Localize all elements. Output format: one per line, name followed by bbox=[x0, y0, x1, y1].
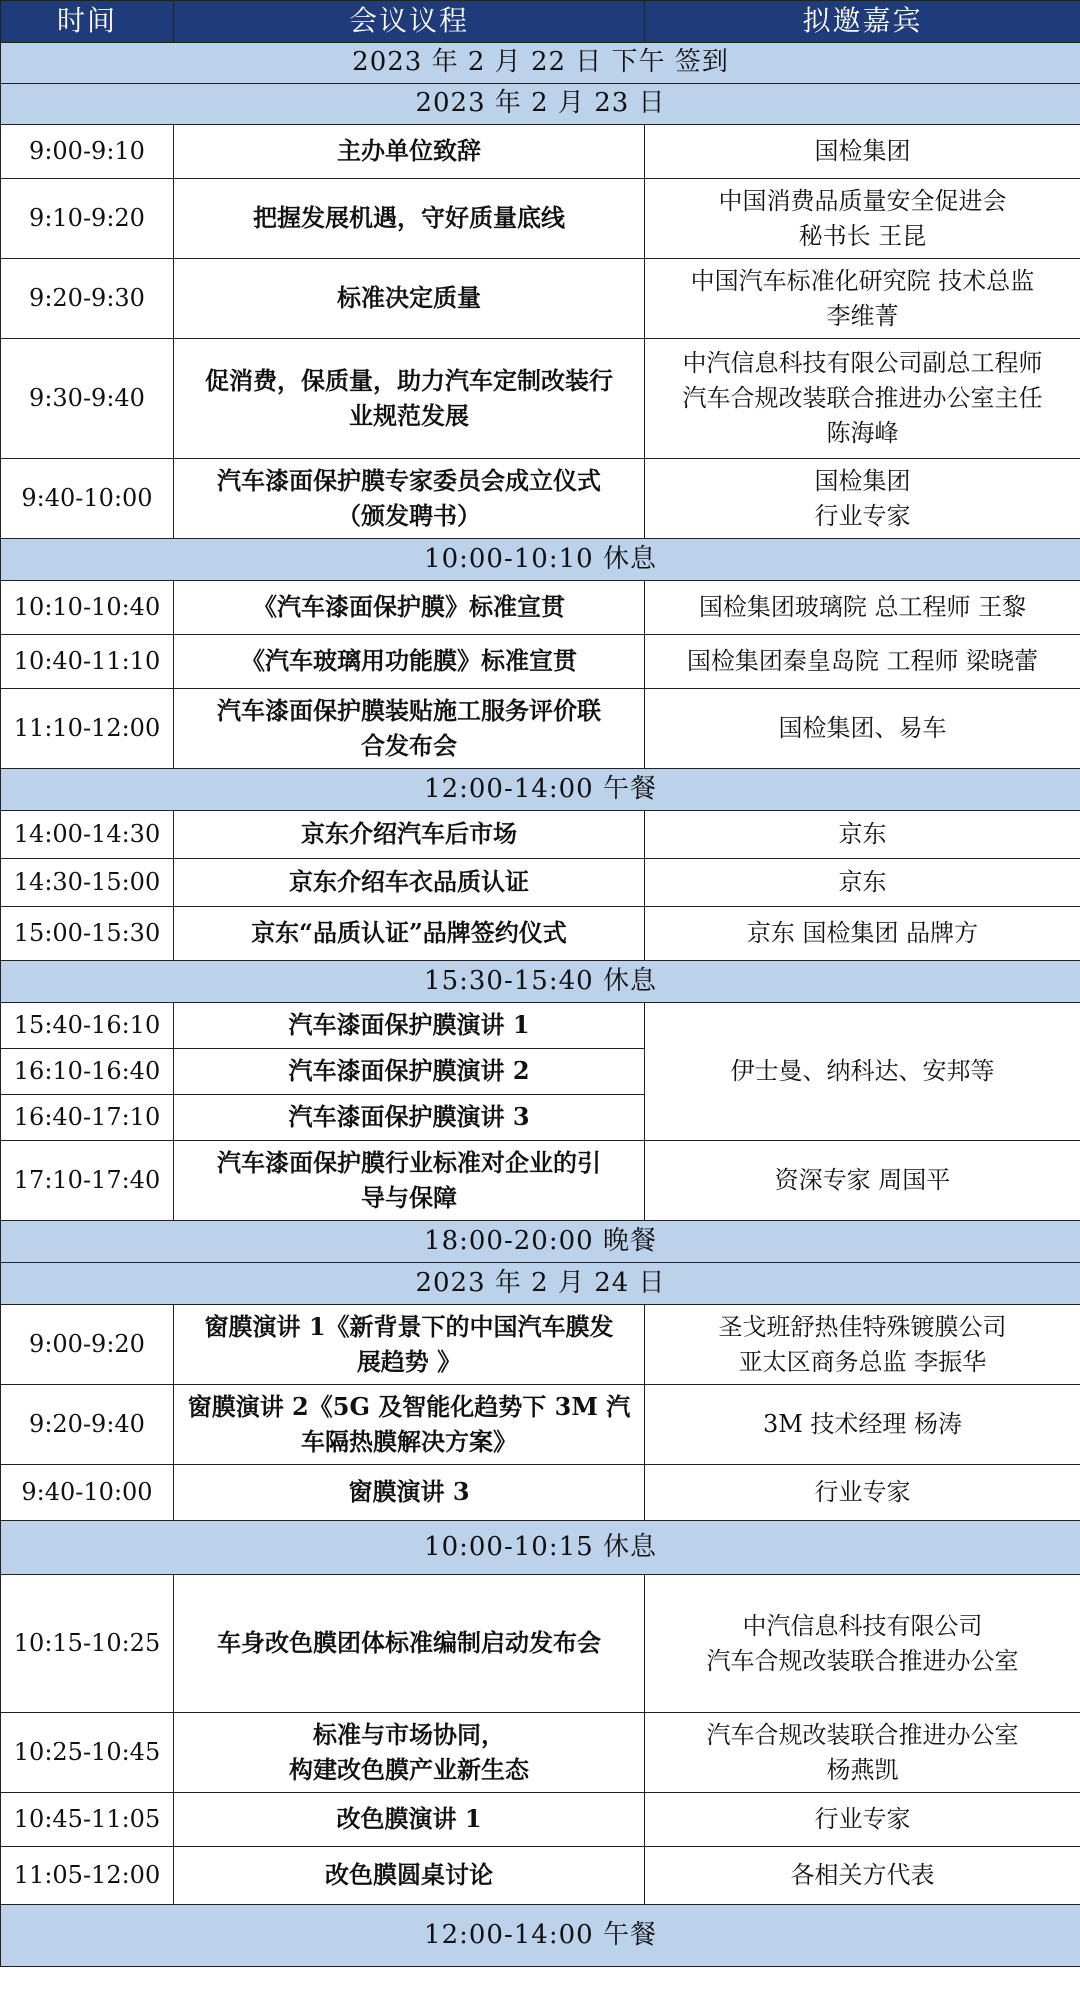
topic-line: 业规范发展 bbox=[349, 400, 469, 430]
topic-cell bbox=[174, 1305, 645, 1385]
agenda-row bbox=[1, 179, 1080, 259]
topic-line: 促消费，保质量，助力汽车定制改装行 bbox=[205, 365, 613, 395]
guests-cell bbox=[645, 859, 1080, 907]
topic-cell bbox=[174, 635, 645, 689]
topic-line: 标准与市场协同， bbox=[313, 1719, 505, 1749]
section-label: 2023 年 2 月 23 日 bbox=[1, 84, 1080, 125]
section-row bbox=[1, 43, 1080, 84]
time-cell: 9:40-10:00 bbox=[1, 1465, 174, 1521]
guests-cell bbox=[645, 635, 1080, 689]
topic-cell bbox=[174, 1141, 645, 1221]
time-cell: 16:10-16:40 bbox=[1, 1049, 174, 1095]
guests-cell bbox=[645, 1575, 1080, 1713]
agenda-row bbox=[1, 635, 1080, 689]
topic-line: 主办单位致辞 bbox=[337, 136, 481, 166]
agenda-row bbox=[1, 1713, 1080, 1793]
agenda-row bbox=[1, 259, 1080, 339]
guest-line: 国检集团玻璃院 总工程师 王黎 bbox=[698, 593, 1027, 622]
guest-line: 秘书长 王昆 bbox=[798, 221, 927, 250]
topic-line: 《汽车漆面保护膜》标准宣贯 bbox=[253, 592, 565, 622]
topic-cell bbox=[174, 1713, 645, 1793]
section-row bbox=[1, 1521, 1080, 1575]
section-label: 10:00-10:10 休息 bbox=[1, 539, 1080, 581]
section-label: 18:00-20:00 晚餐 bbox=[1, 1221, 1080, 1263]
topic-cell bbox=[174, 1847, 645, 1905]
guest-line: 汽车合规改装联合推进办公室主任 bbox=[682, 384, 1043, 413]
agenda-row bbox=[1, 907, 1080, 961]
topic-line: 京东“品质认证”品牌签约仪式 bbox=[251, 918, 567, 948]
section-row bbox=[1, 1263, 1080, 1305]
agenda-row bbox=[1, 1465, 1080, 1521]
time-cell: 15:40-16:10 bbox=[1, 1003, 174, 1049]
guests-cell bbox=[645, 581, 1080, 635]
time-cell: 10:45-11:05 bbox=[1, 1793, 174, 1847]
topic-cell bbox=[174, 125, 645, 179]
time-cell: 9:00-9:20 bbox=[1, 1305, 174, 1385]
guest-line: 京东 国检集团 品牌方 bbox=[746, 919, 979, 948]
guest-line: 中汽信息科技有限公司副总工程师 bbox=[682, 349, 1043, 378]
topic-line: 改色膜圆桌讨论 bbox=[325, 1860, 493, 1890]
topic-cell bbox=[174, 581, 645, 635]
section-label: 2023 年 2 月 24 日 bbox=[1, 1263, 1080, 1305]
guests-cell bbox=[645, 125, 1080, 179]
guest-line: 李维菁 bbox=[826, 301, 899, 330]
topic-line: 汽车漆面保护膜行业标准对企业的引 bbox=[217, 1147, 601, 1177]
guest-line: 国检集团 bbox=[814, 466, 911, 495]
time-cell: 9:40-10:00 bbox=[1, 459, 174, 539]
topic-cell bbox=[174, 811, 645, 859]
agenda-row bbox=[1, 859, 1080, 907]
section-label: 15:30-15:40 休息 bbox=[1, 961, 1080, 1003]
guest-line: 伊士曼、纳科达、安邦等 bbox=[730, 1057, 995, 1086]
guests-cell bbox=[645, 1713, 1080, 1793]
topic-cell bbox=[174, 907, 645, 961]
topic-line: 汽车漆面保护膜演讲 1 bbox=[288, 1010, 530, 1040]
topic-line: （颁发聘书） bbox=[337, 500, 481, 530]
topic-cell bbox=[174, 1793, 645, 1847]
topic-cell bbox=[174, 1465, 645, 1521]
guests-cell bbox=[645, 339, 1080, 459]
guests-cell bbox=[645, 1141, 1080, 1221]
guest-line: 国检集团 bbox=[814, 137, 911, 166]
time-cell: 14:00-14:30 bbox=[1, 811, 174, 859]
time-cell: 9:20-9:40 bbox=[1, 1385, 174, 1465]
section-label: 2023 年 2 月 22 日 下午 签到 bbox=[1, 43, 1080, 84]
time-cell: 10:25-10:45 bbox=[1, 1713, 174, 1793]
time-cell: 9:20-9:30 bbox=[1, 259, 174, 339]
guest-line: 行业专家 bbox=[814, 501, 911, 530]
topic-cell bbox=[174, 179, 645, 259]
time-cell: 10:15-10:25 bbox=[1, 1575, 174, 1713]
guests-cell bbox=[645, 1847, 1080, 1905]
section-row bbox=[1, 84, 1080, 125]
section-row bbox=[1, 769, 1080, 811]
guest-line: 各相关方代表 bbox=[790, 1861, 935, 1890]
topic-cell bbox=[174, 1003, 645, 1049]
topic-cell bbox=[174, 859, 645, 907]
guests-cell bbox=[645, 907, 1080, 961]
guest-line: 行业专家 bbox=[814, 1478, 911, 1507]
time-cell: 10:40-11:10 bbox=[1, 635, 174, 689]
topic-line: 京东介绍汽车后市场 bbox=[301, 819, 517, 849]
section-label: 10:00-10:15 休息 bbox=[1, 1521, 1080, 1575]
guest-line: 国检集团秦皇岛院 工程师 梁晓蕾 bbox=[686, 647, 1039, 676]
guest-line: 圣戈班舒热佳特殊镀膜公司 bbox=[718, 1312, 1007, 1341]
time-cell: 10:10-10:40 bbox=[1, 581, 174, 635]
section-row bbox=[1, 1905, 1080, 1967]
guests-cell bbox=[645, 179, 1080, 259]
topic-cell bbox=[174, 1575, 645, 1713]
topic-cell bbox=[174, 1095, 645, 1141]
section-label: 12:00-14:00 午餐 bbox=[1, 769, 1080, 811]
time-cell: 9:10-9:20 bbox=[1, 179, 174, 259]
guest-line: 国检集团、易车 bbox=[778, 714, 947, 743]
guests-cell bbox=[645, 459, 1080, 539]
guest-line: 陈海峰 bbox=[826, 418, 899, 447]
time-cell: 16:40-17:10 bbox=[1, 1095, 174, 1141]
topic-line: 展趋势 》 bbox=[356, 1346, 462, 1376]
time-cell: 9:00-9:10 bbox=[1, 125, 174, 179]
topic-line: 汽车漆面保护膜专家委员会成立仪式 bbox=[217, 465, 601, 495]
topic-cell bbox=[174, 689, 645, 769]
topic-cell bbox=[174, 459, 645, 539]
topic-line: 《汽车玻璃用功能膜》标准宣贯 bbox=[241, 646, 577, 676]
agenda-row bbox=[1, 1847, 1080, 1905]
time-cell: 9:30-9:40 bbox=[1, 339, 174, 459]
agenda-row bbox=[1, 1305, 1080, 1385]
agenda-row bbox=[1, 1575, 1080, 1713]
topic-cell bbox=[174, 339, 645, 459]
topic-line: 车身改色膜团体标准编制启动发布会 bbox=[217, 1628, 601, 1658]
guest-line: 3M 技术经理 杨涛 bbox=[762, 1410, 963, 1439]
topic-line: 导与保障 bbox=[361, 1182, 457, 1212]
topic-line: 构建改色膜产业新生态 bbox=[289, 1754, 529, 1784]
agenda-row bbox=[1, 339, 1080, 459]
agenda-row bbox=[1, 581, 1080, 635]
topic-line: 窗膜演讲 1《新背景下的中国汽车膜发 bbox=[204, 1311, 614, 1341]
guest-line: 汽车合规改装联合推进办公室 bbox=[706, 1646, 1019, 1675]
topic-line: 改色膜演讲 1 bbox=[336, 1804, 482, 1834]
guests-cell bbox=[645, 689, 1080, 769]
topic-line: 京东介绍车衣品质认证 bbox=[289, 867, 529, 897]
guest-line: 行业专家 bbox=[814, 1805, 911, 1834]
section-row bbox=[1, 1221, 1080, 1263]
topic-cell bbox=[174, 259, 645, 339]
topic-line: 汽车漆面保护膜装贴施工服务评价联 bbox=[217, 695, 601, 725]
guest-line: 京东 bbox=[838, 820, 887, 849]
guest-line: 亚太区商务总监 李振华 bbox=[738, 1347, 987, 1376]
guest-line: 资深专家 周国平 bbox=[774, 1166, 951, 1195]
guests-cell bbox=[645, 1003, 1080, 1141]
time-cell: 17:10-17:40 bbox=[1, 1141, 174, 1221]
agenda-row bbox=[1, 811, 1080, 859]
agenda-row bbox=[1, 125, 1080, 179]
guest-line: 中国消费品质量安全促进会 bbox=[718, 186, 1007, 215]
topic-line: 标准决定质量 bbox=[337, 283, 481, 313]
topic-line: 合发布会 bbox=[361, 730, 457, 760]
header-agenda: 会议议程 bbox=[174, 1, 645, 43]
agenda-row bbox=[1, 1141, 1080, 1221]
guests-cell bbox=[645, 1793, 1080, 1847]
agenda-row bbox=[1, 459, 1080, 539]
topic-line: 窗膜演讲 3 bbox=[348, 1477, 470, 1507]
guests-cell bbox=[645, 259, 1080, 339]
guest-line: 中汽信息科技有限公司 bbox=[742, 1611, 983, 1640]
topic-line: 把握发展机遇，守好质量底线 bbox=[253, 203, 565, 233]
section-row bbox=[1, 539, 1080, 581]
guest-line: 汽车合规改装联合推进办公室 bbox=[706, 1720, 1019, 1749]
agenda-row bbox=[1, 689, 1080, 769]
header-guests: 拟邀嘉宾 bbox=[645, 1, 1080, 43]
guest-line: 京东 bbox=[838, 868, 887, 897]
time-cell: 11:10-12:00 bbox=[1, 689, 174, 769]
topic-line: 车隔热膜解决方案》 bbox=[301, 1426, 517, 1456]
topic-cell bbox=[174, 1049, 645, 1095]
guests-cell bbox=[645, 1465, 1080, 1521]
guest-line: 杨燕凯 bbox=[826, 1755, 899, 1784]
topic-line: 汽车漆面保护膜演讲 3 bbox=[288, 1102, 530, 1132]
guest-line: 中国汽车标准化研究院 技术总监 bbox=[690, 266, 1035, 295]
header-time: 时间 bbox=[1, 1, 174, 43]
guests-cell bbox=[645, 1385, 1080, 1465]
time-cell: 11:05-12:00 bbox=[1, 1847, 174, 1905]
topic-cell bbox=[174, 1385, 645, 1465]
time-cell: 14:30-15:00 bbox=[1, 859, 174, 907]
time-cell: 15:00-15:30 bbox=[1, 907, 174, 961]
guests-cell bbox=[645, 811, 1080, 859]
section-row bbox=[1, 961, 1080, 1003]
agenda-row bbox=[1, 1793, 1080, 1847]
topic-line: 窗膜演讲 2《5G 及智能化趋势下 3M 汽 bbox=[187, 1391, 631, 1421]
guests-cell bbox=[645, 1305, 1080, 1385]
agenda-row bbox=[1, 1385, 1080, 1465]
agenda-row bbox=[1, 1003, 1080, 1049]
section-label: 12:00-14:00 午餐 bbox=[1, 1905, 1080, 1967]
header-row bbox=[1, 1, 1080, 43]
topic-line: 汽车漆面保护膜演讲 2 bbox=[288, 1056, 530, 1086]
